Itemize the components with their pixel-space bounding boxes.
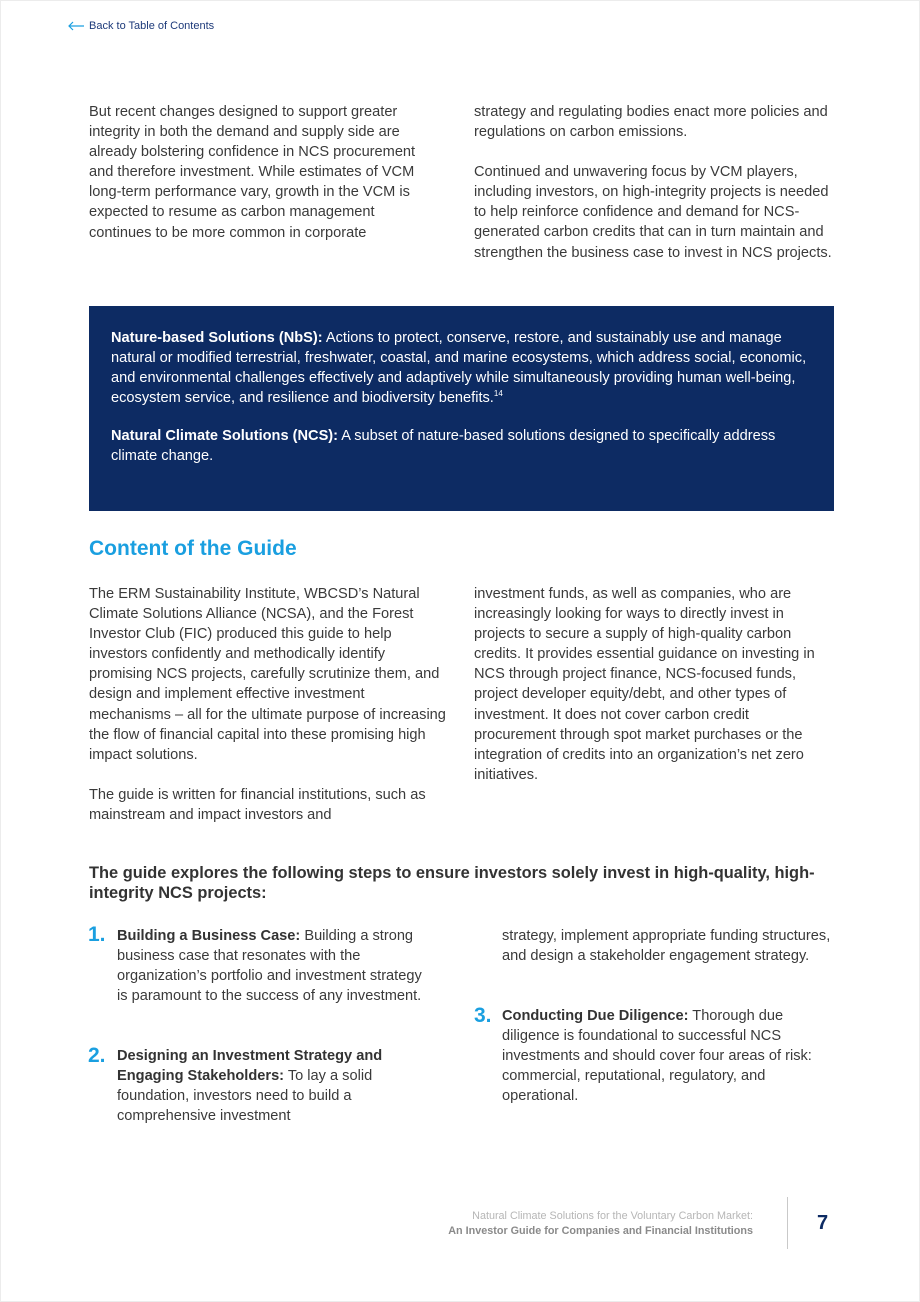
section-title: Content of the Guide xyxy=(89,537,297,560)
step-3-text: Thorough due diligence is foundational to successful NCS investments and should cover four areas of risk: commercial, reputational, regulatory, and operational. xyxy=(502,1008,812,1105)
step-2-number: 2. xyxy=(88,1044,106,1067)
intro-left-column xyxy=(89,102,441,243)
ncs-term: Natural Climate Solutions (NCS): xyxy=(111,428,339,445)
nbs-term: Nature-based Solutions (NbS): xyxy=(111,330,323,346)
content-left-paragraph-2: The guide is written for financial institutions, such as mainstream and impact investors and xyxy=(89,786,426,823)
step-2-title: Designing an Investment Strategy and Engaging Stakeholders: xyxy=(117,1048,383,1085)
footer-divider xyxy=(787,1197,788,1249)
step-2-text: To lay a solid foundation, investors need to build a comprehensive investment xyxy=(117,1068,373,1125)
content-left-column xyxy=(89,584,447,825)
nbs-definition xyxy=(111,328,812,408)
intro-right-column xyxy=(474,102,834,263)
definitions-box xyxy=(89,306,834,511)
arrow-left-icon xyxy=(67,21,85,31)
step-1 xyxy=(117,926,435,1006)
step-2 xyxy=(117,1046,407,1126)
footer-subtitle: Natural Climate Solutions for the Voluntary Carbon Market: xyxy=(472,1210,753,1222)
nbs-footnote[interactable]: 14 xyxy=(493,389,503,399)
intro-right-paragraph-1: strategy and regulating bodies enact more policies and regulations on carbon emissions. xyxy=(474,104,828,141)
steps-heading: The guide explores the following steps to ensure investors solely invest in high-quality, high-integrity NCS projects: xyxy=(89,864,815,902)
page-number: 7 xyxy=(817,1212,829,1234)
nbs-text: Actions to protect, conserve, restore, and sustainably use and manage natural or modified terrestrial, freshwater, coastal, and marine ecosystems, which address social, economic, and environmental challenges effectively and adaptively while simultaneously providing human well-being, ecosystem service, and resilience and biodiversity benefits. xyxy=(111,330,807,407)
content-left-paragraph-1: The ERM Sustainability Institute, WBCSD’s Natural Climate Solutions Alliance (NCSA), and the Forest Investor Club (FIC) produced this guide to help investors confidently and methodically identify promising NCS projects, carefully scrutinize them, and design and implement effective investment mechanisms – all for the ultimate purpose of increasing the flow of financial capital into these promising high impact solutions. xyxy=(89,586,446,763)
intro-left-paragraph: But recent changes designed to support greater integrity in both the demand and supply side are already bolstering confidence in NCS procurement and therefore investment. While estimates of VCM long-term performance vary, growth in the VCM is expected to resume as carbon management continues to be more common in corporate xyxy=(89,104,416,241)
back-to-toc-link[interactable] xyxy=(67,20,214,32)
footer-title-block xyxy=(448,1209,753,1238)
step-2-continuation: strategy, implement appropriate funding structures, and design a stakeholder engagement strategy. xyxy=(502,928,831,965)
step-1-text: Building a strong business case that resonates with the organization’s portfolio and investment strategy is paramount to the success of any investment. xyxy=(117,928,422,1005)
step-3-number: 3. xyxy=(474,1004,492,1027)
ncs-definition xyxy=(111,426,812,466)
step-1-title: Building a Business Case: xyxy=(117,928,301,944)
content-right-column xyxy=(474,584,834,785)
footer-title: An Investor Guide for Companies and Financial Institutions xyxy=(448,1224,753,1237)
ncs-text: A subset of nature-based solutions designed to specifically address climate change. xyxy=(111,428,776,465)
step-3 xyxy=(502,1006,834,1106)
content-right-paragraph: investment funds, as well as companies, who are increasingly looking for ways to directly invest in projects to secure a supply of high-quality carbon credits. It provides essential guidance on investing in NCS through project finance, NCS-focused funds, project developer equity/debt, and other types of investment. It does not cover carbon credit procurement through spot market purchases or the integration of credits into an organization’s net zero initiatives. xyxy=(474,586,815,783)
intro-right-paragraph-2: Continued and unwavering focus by VCM players, including investors, on high-integrity projects is needed to help reinforce confidence and demand for NCS-generated carbon credits that can in turn maintain and strengthen the business case to invest in NCS projects. xyxy=(474,164,832,261)
step-3-title: Conducting Due Diligence: xyxy=(502,1008,689,1024)
step-1-number: 1. xyxy=(88,923,106,946)
back-link-label: Back to Table of Contents xyxy=(89,20,215,32)
